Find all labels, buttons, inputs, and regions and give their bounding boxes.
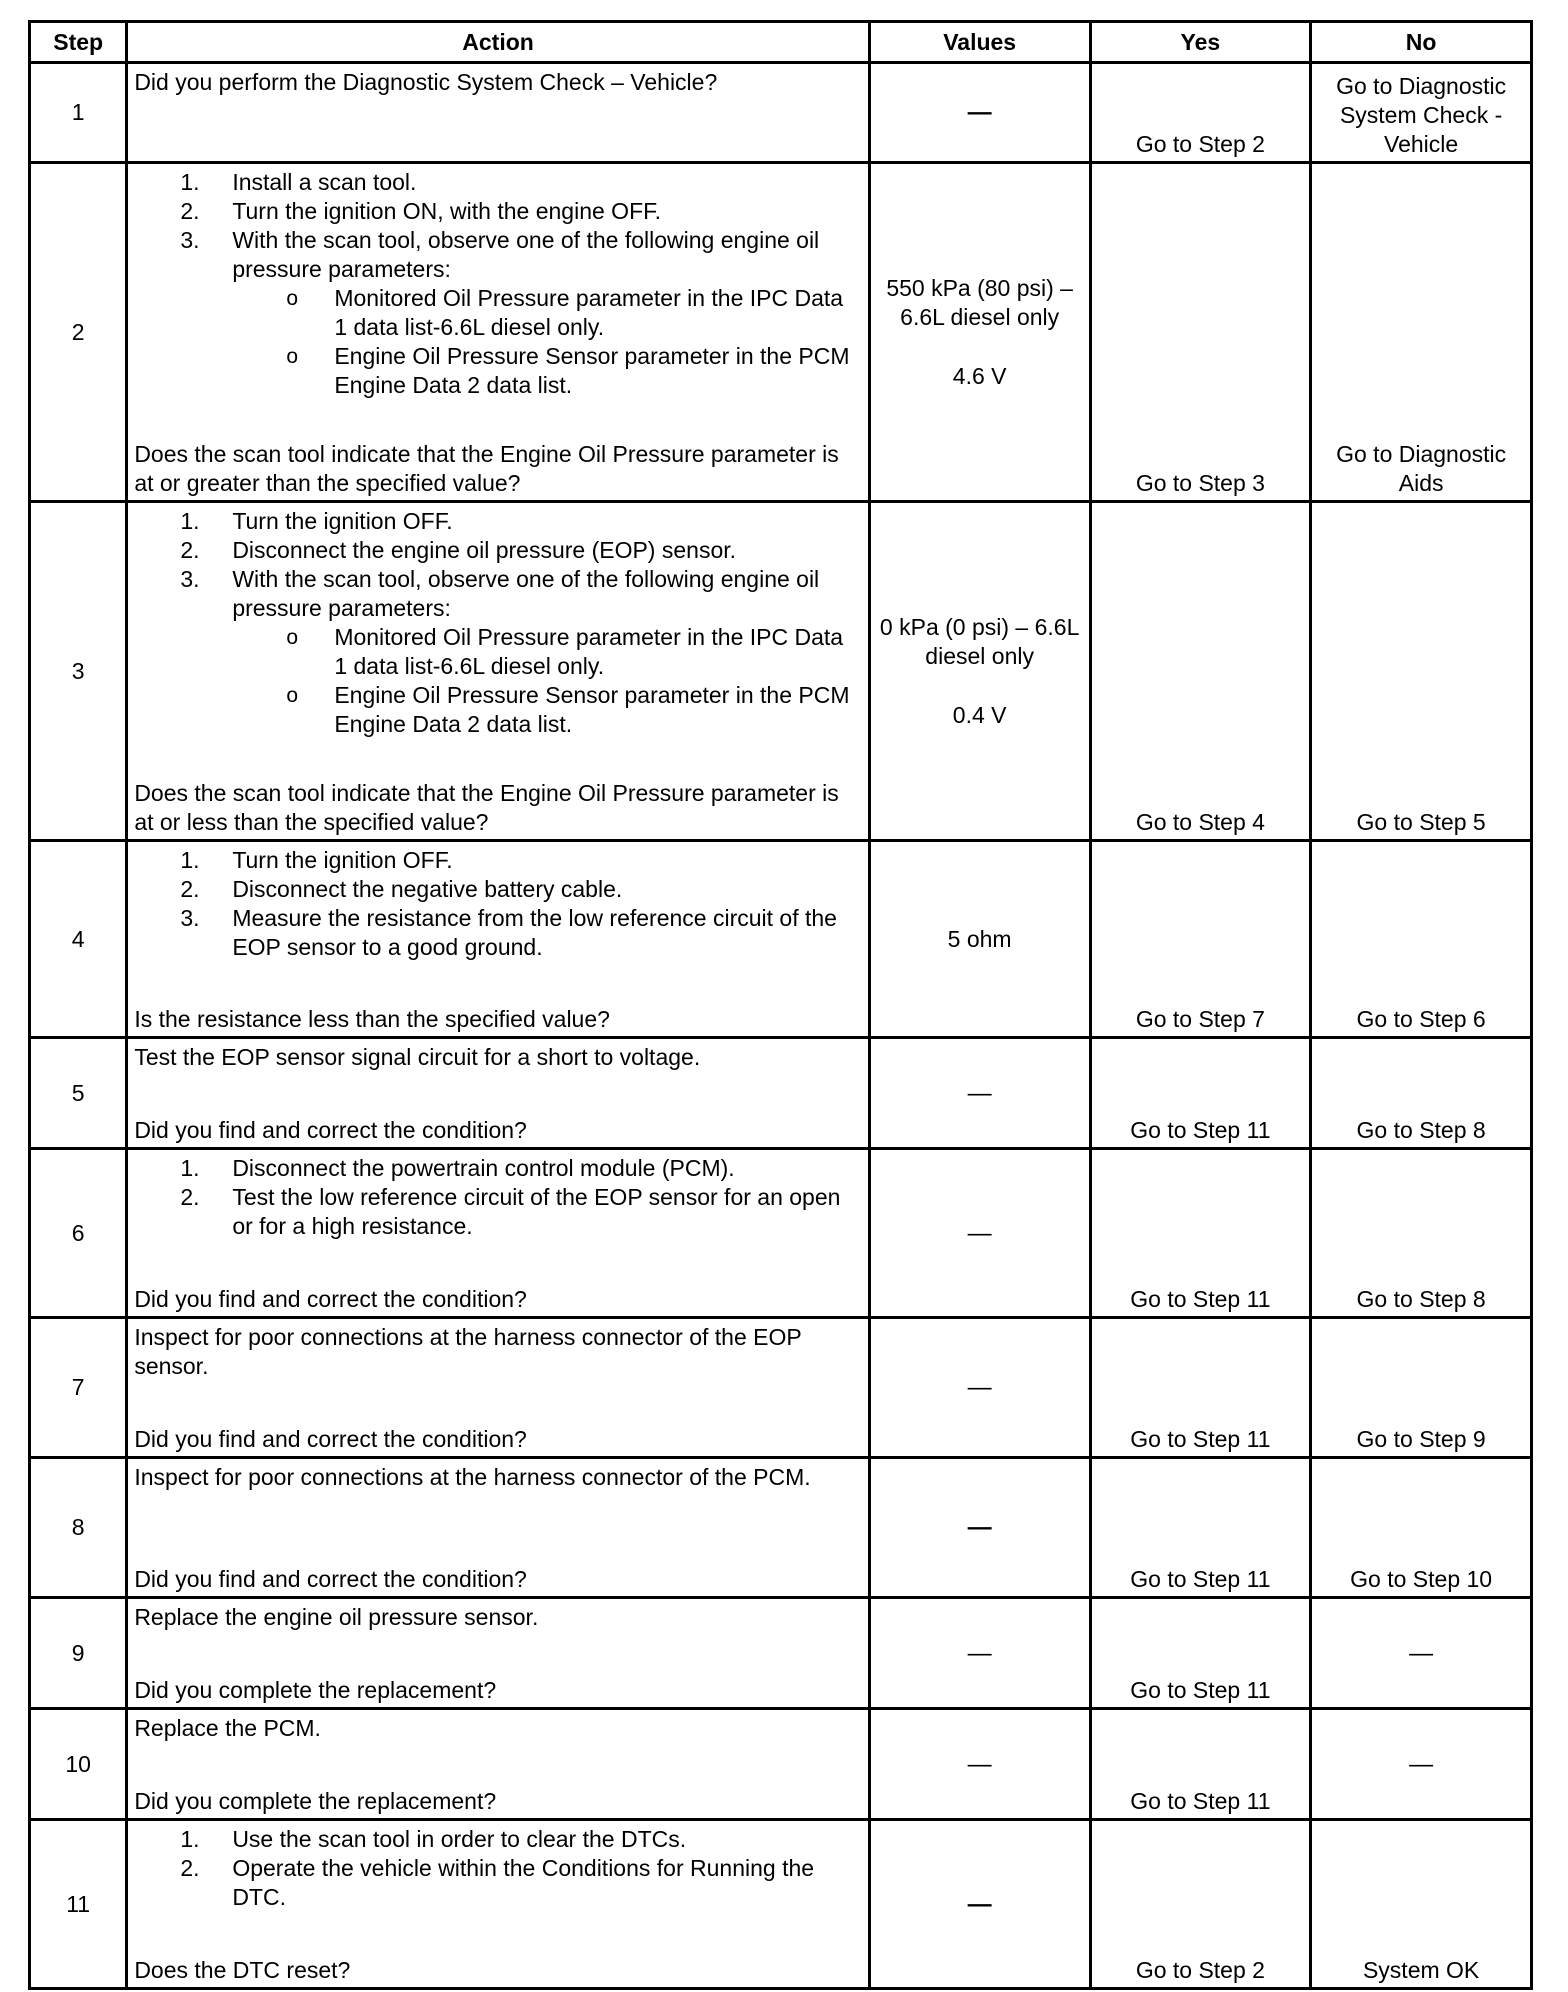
yes-result: Go to Step 11 — [1130, 1426, 1271, 1452]
step-number: 6 — [30, 1149, 127, 1318]
action-cell — [127, 1318, 869, 1458]
action-cell — [127, 502, 869, 841]
header-no: No — [1311, 22, 1532, 63]
table-row — [30, 1318, 1532, 1458]
action-cell — [127, 163, 869, 502]
value-text: — — [967, 99, 992, 126]
action-step-text: Install a scan tool. — [232, 169, 417, 195]
action-step-text: Disconnect the engine oil pressure (EOP) sensor. — [232, 537, 737, 563]
action-step-number: 1. — [180, 169, 200, 195]
action-cell — [127, 1598, 869, 1709]
table-row — [30, 163, 1532, 502]
values-cell — [869, 1820, 1090, 1989]
no-result: Go to Diagnostic Aids — [1336, 441, 1507, 496]
no-result: Go to Step 5 — [1356, 809, 1486, 835]
action-step — [134, 565, 861, 739]
parameter-item — [134, 342, 861, 400]
table-row — [30, 63, 1532, 163]
action-text: Did you perform the Diagnostic System Check – Vehicle? — [134, 69, 718, 95]
yes-result: Go to Step 3 — [1135, 470, 1265, 496]
table-row — [30, 1458, 1532, 1598]
step-number: 2 — [30, 163, 127, 502]
action-step-text: Disconnect the powertrain control module (PCM). — [232, 1155, 735, 1181]
values-cell — [869, 1458, 1090, 1598]
parameter-text: Engine Oil Pressure Sensor parameter in the PCM Engine Data 2 data list. — [334, 343, 850, 398]
step-number: 1 — [30, 63, 127, 163]
yes-cell — [1090, 63, 1311, 163]
bullet-icon: o — [286, 345, 298, 368]
no-result: Go to Diagnostic System Check - Vehicle — [1336, 73, 1507, 157]
action-cell — [127, 1458, 869, 1598]
no-result: Go to Step 6 — [1356, 1006, 1486, 1032]
value-text: 0 kPa (0 psi) – 6.6L diesel only — [879, 613, 1080, 669]
yes-cell — [1090, 1820, 1311, 1989]
no-cell — [1311, 1598, 1532, 1709]
action-step — [134, 197, 861, 226]
action-step — [134, 226, 861, 400]
bullet-icon: o — [286, 626, 298, 649]
parameter-item — [134, 681, 861, 739]
table-row — [30, 841, 1532, 1038]
action-step-number: 1. — [180, 1826, 200, 1852]
table-row — [30, 1149, 1532, 1318]
action-question: Is the resistance less than the specified value? — [134, 1006, 610, 1032]
no-cell — [1311, 1820, 1532, 1989]
action-step — [134, 168, 861, 197]
yes-result: Go to Step 11 — [1130, 1117, 1271, 1143]
values-cell — [869, 1038, 1090, 1149]
no-result: System OK — [1362, 1957, 1480, 1983]
bullet-icon: o — [286, 287, 298, 310]
value-text: 4.6 V — [952, 362, 1007, 389]
action-step-number: 3. — [180, 905, 200, 931]
parameter-list — [232, 284, 861, 400]
step-number: 9 — [30, 1598, 127, 1709]
no-result: — — [1409, 1639, 1434, 1667]
parameter-list — [232, 623, 861, 739]
action-step — [134, 507, 861, 536]
no-result: Go to Step 8 — [1356, 1117, 1486, 1143]
step-number: 7 — [30, 1318, 127, 1458]
action-step-number: 2. — [180, 876, 200, 902]
yes-result: Go to Step 2 — [1135, 1957, 1265, 1983]
no-result: Go to Step 10 — [1350, 1566, 1493, 1592]
values-cell — [869, 1709, 1090, 1820]
yes-result: Go to Step 11 — [1130, 1677, 1271, 1703]
no-cell — [1311, 502, 1532, 841]
values-cell — [869, 163, 1090, 502]
action-step — [134, 1825, 861, 1854]
action-question: Does the scan tool indicate that the Engine Oil Pressure parameter is at or greater than the specified value? — [134, 441, 839, 496]
table-row — [30, 1709, 1532, 1820]
action-step-text: With the scan tool, observe one of the following engine oil pressure parameters: — [232, 566, 820, 621]
value-text: — — [967, 1890, 992, 1918]
yes-cell — [1090, 841, 1311, 1038]
action-step-number: 1. — [180, 847, 200, 873]
action-text: Test the EOP sensor signal circuit for a short to voltage. — [134, 1044, 701, 1070]
action-step-text: Turn the ignition OFF. — [232, 508, 453, 534]
action-question: Does the scan tool indicate that the Engine Oil Pressure parameter is at or less than the specified value? — [134, 780, 839, 835]
no-cell — [1311, 1458, 1532, 1598]
action-step — [134, 875, 861, 904]
table-row — [30, 1038, 1532, 1149]
no-cell — [1311, 63, 1532, 163]
parameter-item — [134, 284, 861, 342]
no-cell — [1311, 163, 1532, 502]
no-result: — — [1409, 1750, 1434, 1778]
values-cell — [869, 1149, 1090, 1318]
yes-result: Go to Step 4 — [1135, 809, 1265, 835]
action-step — [134, 536, 861, 565]
header-values: Values — [869, 22, 1090, 63]
action-question: Did you find and correct the condition? — [134, 1286, 527, 1312]
parameter-text: Monitored Oil Pressure parameter in the IPC Data 1 data list-6.6L diesel only. — [334, 624, 844, 679]
action-text: Replace the engine oil pressure sensor. — [134, 1604, 539, 1630]
action-question: Did you find and correct the condition? — [134, 1117, 527, 1143]
action-step-number: 3. — [180, 566, 200, 592]
yes-cell — [1090, 1038, 1311, 1149]
step-number: 3 — [30, 502, 127, 841]
action-cell — [127, 1038, 869, 1149]
value-text: — — [967, 1639, 992, 1667]
yes-cell — [1090, 163, 1311, 502]
action-cell — [127, 1149, 869, 1318]
no-result: Go to Step 9 — [1356, 1426, 1486, 1452]
action-step — [134, 1183, 861, 1241]
action-step-text: Test the low reference circuit of the EOP sensor for an open or for a high resistance. — [232, 1184, 841, 1239]
parameter-text: Engine Oil Pressure Sensor parameter in the PCM Engine Data 2 data list. — [334, 682, 850, 737]
yes-cell — [1090, 1709, 1311, 1820]
value-text: — — [967, 1514, 992, 1541]
yes-result: Go to Step 2 — [1135, 131, 1265, 157]
action-cell — [127, 63, 869, 163]
yes-result: Go to Step 11 — [1130, 1788, 1271, 1814]
value-text: — — [967, 1219, 992, 1247]
yes-result: Go to Step 7 — [1135, 1006, 1265, 1032]
action-cell — [127, 841, 869, 1038]
yes-result: Go to Step 11 — [1130, 1286, 1271, 1312]
action-cell — [127, 1820, 869, 1989]
action-step — [134, 1154, 861, 1183]
values-cell — [869, 63, 1090, 163]
action-step-list — [134, 1154, 861, 1241]
step-number: 8 — [30, 1458, 127, 1598]
action-text: Inspect for poor connections at the harness connector of the EOP sensor. — [134, 1324, 802, 1379]
action-step-list — [134, 168, 861, 400]
action-step-number: 3. — [180, 227, 200, 253]
step-number: 4 — [30, 841, 127, 1038]
step-number: 10 — [30, 1709, 127, 1820]
table-row — [30, 1598, 1532, 1709]
no-cell — [1311, 1318, 1532, 1458]
diagnostic-table — [28, 20, 1533, 1990]
value-text: 550 kPa (80 psi) – 6.6L diesel only — [886, 274, 1073, 330]
no-cell — [1311, 1149, 1532, 1318]
value-text: — — [967, 1079, 992, 1107]
action-step — [134, 1854, 861, 1912]
action-question: Did you complete the replacement? — [134, 1677, 497, 1703]
values-cell — [869, 502, 1090, 841]
action-step-number: 2. — [180, 537, 200, 563]
yes-cell — [1090, 1318, 1311, 1458]
values-cell — [869, 841, 1090, 1038]
yes-cell — [1090, 502, 1311, 841]
no-cell — [1311, 841, 1532, 1038]
parameter-text: Monitored Oil Pressure parameter in the IPC Data 1 data list-6.6L diesel only. — [334, 285, 844, 340]
yes-cell — [1090, 1598, 1311, 1709]
no-result: Go to Step 8 — [1356, 1286, 1486, 1312]
action-step-list — [134, 846, 861, 962]
yes-cell — [1090, 1149, 1311, 1318]
action-text: Replace the PCM. — [134, 1715, 321, 1741]
header-yes: Yes — [1090, 22, 1311, 63]
action-question: Did you find and correct the condition? — [134, 1426, 527, 1452]
action-step-text: Turn the ignition ON, with the engine OFF. — [232, 198, 662, 224]
action-step — [134, 904, 861, 962]
action-step-text: Disconnect the negative battery cable. — [232, 876, 623, 902]
action-step — [134, 846, 861, 875]
value-text: — — [967, 1750, 992, 1778]
action-cell — [127, 1709, 869, 1820]
no-cell — [1311, 1038, 1532, 1149]
header-action: Action — [127, 22, 869, 63]
action-question: Did you complete the replacement? — [134, 1788, 497, 1814]
no-cell — [1311, 1709, 1532, 1820]
action-step-number: 1. — [180, 508, 200, 534]
values-cell — [869, 1318, 1090, 1458]
yes-cell — [1090, 1458, 1311, 1598]
bullet-icon: o — [286, 684, 298, 707]
action-question: Did you find and correct the condition? — [134, 1566, 527, 1592]
action-step-list — [134, 507, 861, 739]
action-question: Does the DTC reset? — [134, 1957, 351, 1983]
action-step-number: 2. — [180, 1184, 200, 1210]
action-step-text: Turn the ignition OFF. — [232, 847, 453, 873]
value-text: 5 ohm — [947, 925, 1012, 952]
action-step-text: With the scan tool, observe one of the following engine oil pressure parameters: — [232, 227, 820, 282]
value-text: — — [967, 1374, 992, 1401]
action-step-text: Use the scan tool in order to clear the DTCs. — [232, 1826, 687, 1852]
action-step-number: 2. — [180, 1855, 200, 1881]
step-number: 11 — [30, 1820, 127, 1989]
action-text: Inspect for poor connections at the harness connector of the PCM. — [134, 1464, 811, 1490]
table-row — [30, 1820, 1532, 1989]
action-step-text: Operate the vehicle within the Conditions for Running the DTC. — [232, 1855, 815, 1910]
values-cell — [869, 1598, 1090, 1709]
action-step-number: 1. — [180, 1155, 200, 1181]
value-text: 0.4 V — [952, 701, 1007, 728]
step-number: 5 — [30, 1038, 127, 1149]
action-step-text: Measure the resistance from the low reference circuit of the EOP sensor to a good ground. — [232, 905, 837, 960]
action-step-list — [134, 1825, 861, 1912]
action-step-number: 2. — [180, 198, 200, 224]
yes-result: Go to Step 11 — [1130, 1566, 1271, 1592]
header-step: Step — [30, 22, 127, 63]
parameter-item — [134, 623, 861, 681]
header-row — [30, 22, 1532, 63]
table-row — [30, 502, 1532, 841]
